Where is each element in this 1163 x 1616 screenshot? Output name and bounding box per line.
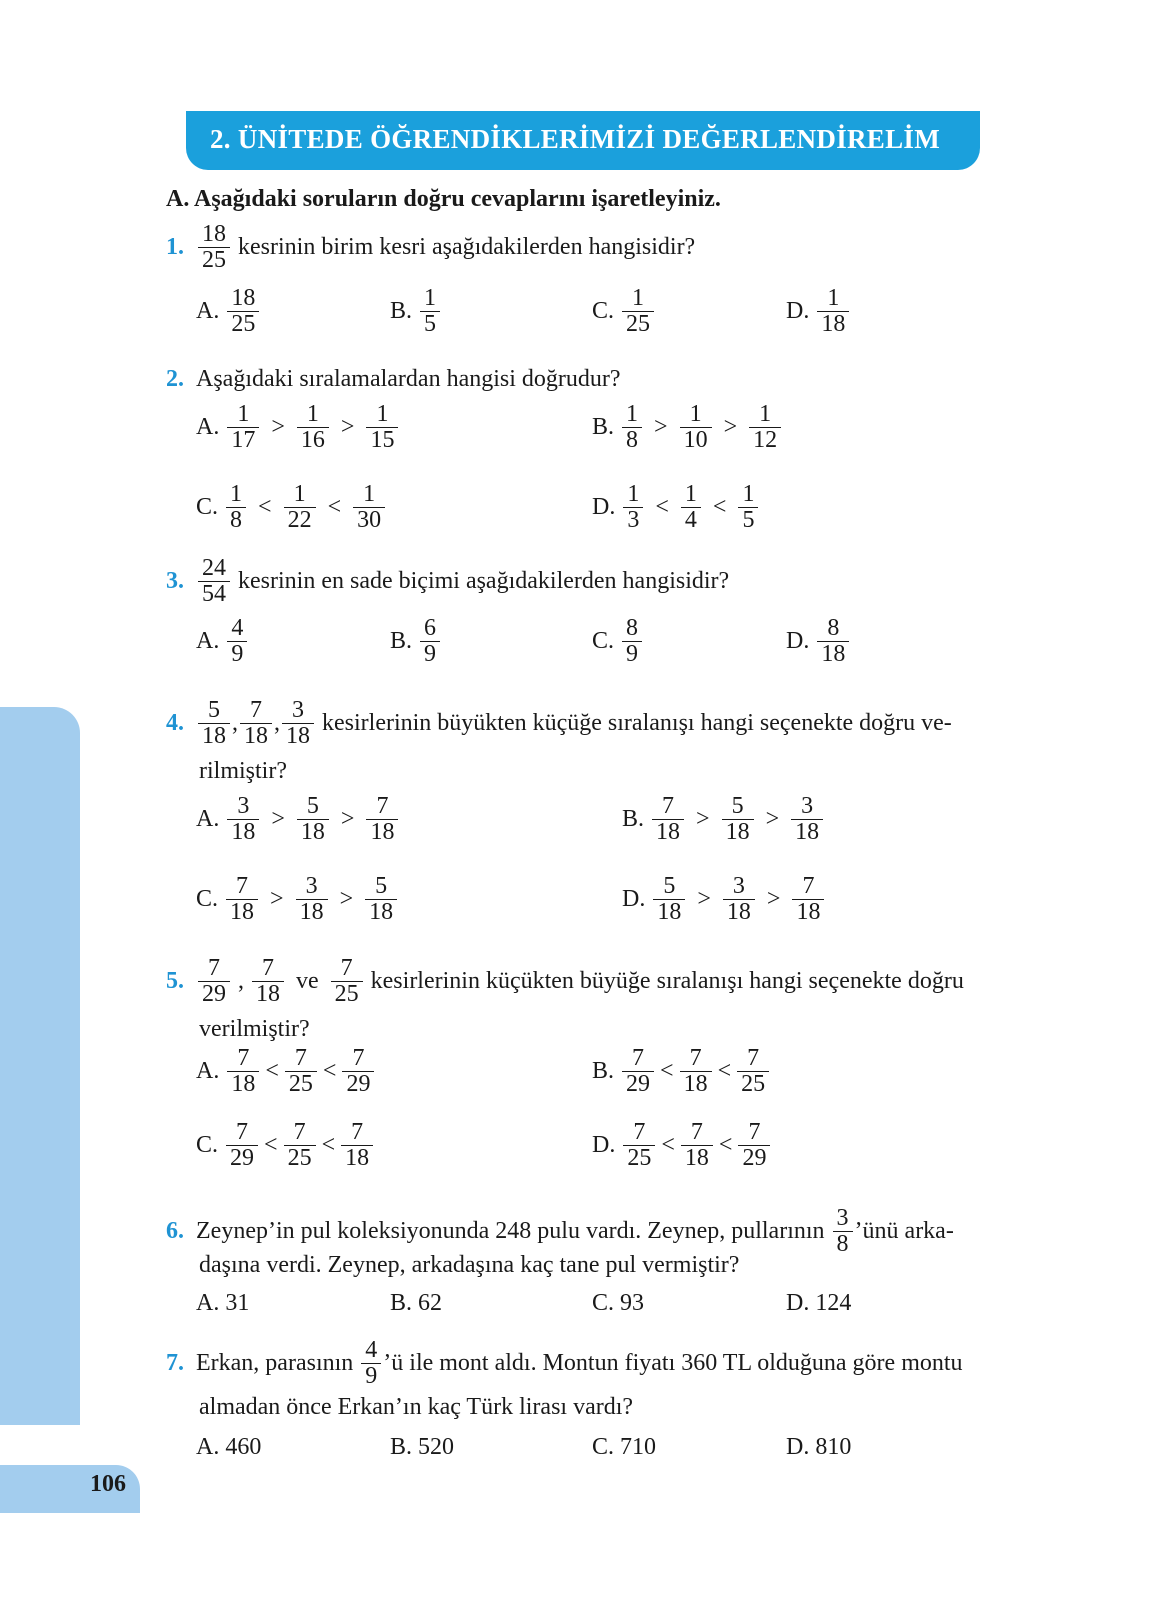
question-text: kesirlerinin küçükten büyüğe sıralanışı hangi seçenekte doğru [370, 968, 964, 995]
question-5: 5. $\frac{7}{29}$ , $\frac{7}{18}$ ve $\frac{7}{25}$ kesirlerinin küçükten büyüğe sıralanışı hangi seçenekte doğru [166, 955, 964, 1008]
q1-option-a[interactable]: A. $\frac{18}{25}$ [196, 286, 261, 337]
question-7: 7. Erkan, parasının $\frac{4}{9}$ ’ü ile mont aldı. Montun fiyatı 360 TL olduğuna göre montu [166, 1337, 963, 1390]
q3-option-a[interactable]: A. $\frac{4}{9}$ [196, 616, 249, 667]
question-1 [166, 222, 695, 273]
q5-option-b[interactable]: B. $\frac{7}{29}$ < $\frac{7}{18}$ < $\frac{7}{25}$ [592, 1046, 771, 1097]
q3-option-d[interactable]: D. $\frac{8}{18}$ [786, 616, 851, 667]
question-text: Zeynep’in pul koleksiyonunda 248 pulu vardı. Zeynep, pullarının [196, 1218, 825, 1245]
question-text-cont: verilmiştir? [199, 1016, 310, 1042]
fraction: $\frac{18}{25}$ [198, 222, 230, 273]
page-title: 2. ÜNİTEDE ÖĞRENDİKLERİMİZİ DEĞERLENDİRELİM [210, 124, 941, 154]
question-text-cont: almadan önce Erkan’ın kaç Türk lirası vardı? [199, 1394, 634, 1420]
question-number: 6. [166, 1218, 184, 1245]
q7-option-a[interactable]: A. 460 [196, 1434, 262, 1460]
q3-option-c[interactable]: C. $\frac{8}{9}$ [592, 616, 644, 667]
question-3 [166, 556, 729, 607]
question-6: 6. Zeynep’in pul koleksiyonunda 248 pulu vardı. Zeynep, pullarının $\frac{3}{8}$ ’ünü arka- [166, 1205, 954, 1258]
q7-option-b[interactable]: B. 520 [390, 1434, 455, 1460]
q5-option-d[interactable]: D. $\frac{7}{25}$ < $\frac{7}{18}$ < $\frac{7}{29}$ [592, 1120, 772, 1171]
q1-option-c[interactable]: C. $\frac{1}{25}$ [592, 286, 656, 337]
q4-option-a[interactable]: A. $\frac{3}{18}$ > $\frac{5}{18}$ > $\frac{7}{18}$ [196, 794, 400, 845]
q1-option-d[interactable]: D. $\frac{1}{18}$ [786, 286, 851, 337]
fraction: $\frac{4}{9}$ [361, 1338, 381, 1389]
q4-option-d[interactable]: D. $\frac{5}{18}$ > $\frac{3}{18}$ > $\frac{7}{18}$ [622, 874, 826, 925]
question-number: 3. [166, 568, 184, 595]
fraction: $\frac{24}{54}$ [198, 556, 230, 607]
q2-option-b[interactable]: B. $\frac{1}{8}$ > $\frac{1}{10}$ > $\frac{1}{12}$ [592, 402, 783, 453]
q6-option-b[interactable]: B. 62 [390, 1290, 443, 1316]
q4-option-b[interactable]: B. $\frac{7}{18}$ > $\frac{5}{18}$ > $\frac{3}{18}$ [622, 794, 825, 845]
question-text: kesirlerinin büyükten küçüğe sıralanışı hangi seçenekte doğru ve- [322, 710, 952, 737]
question-number: 7. [166, 1350, 184, 1377]
question-text: kesrinin birim kesri aşağıdakilerden hangisidir? [238, 234, 696, 261]
question-number: 5. [166, 968, 184, 995]
question-text-cont: rilmiştir? [199, 758, 287, 784]
fraction: $\frac{3}{8}$ [833, 1206, 853, 1257]
q2-option-d[interactable]: D. $\frac{1}{3}$ < $\frac{1}{4}$ < $\frac{1}{5}$ [592, 482, 760, 533]
q2-option-a[interactable]: A. $\frac{1}{17}$ > $\frac{1}{16}$ > $\frac{1}{15}$ [196, 402, 400, 453]
question-text: Erkan, parasının [196, 1350, 354, 1377]
page-number: 106 [90, 1471, 126, 1497]
side-tab [0, 707, 80, 1425]
q5-option-c[interactable]: C. $\frac{7}{29}$ < $\frac{7}{25}$ < $\frac{7}{18}$ [196, 1120, 375, 1171]
q7-option-c[interactable]: C. 710 [592, 1434, 657, 1460]
q4-option-c[interactable]: C. $\frac{7}{18}$ > $\frac{3}{18}$ > $\frac{5}{18}$ [196, 874, 399, 925]
q5-option-a[interactable]: A. $\frac{7}{18}$ < $\frac{7}{25}$ < $\frac{7}{29}$ [196, 1046, 376, 1097]
q6-option-d[interactable]: D. 124 [786, 1290, 852, 1316]
q6-option-c[interactable]: C. 93 [592, 1290, 645, 1316]
q7-option-d[interactable]: D. 810 [786, 1434, 852, 1460]
question-number: 4. [166, 710, 184, 737]
q1-option-b[interactable]: B. $\frac{1}{5}$ [390, 286, 442, 337]
question-text-cont: daşına verdi. Zeynep, arkadaşına kaç tane pul vermiştir? [199, 1252, 740, 1278]
q2-option-c[interactable]: C. $\frac{1}{8}$ < $\frac{1}{22}$ < $\frac{1}{30}$ [196, 482, 387, 533]
section-title: A. Aşağıdaki soruların doğru cevaplarını işaretleyiniz. [166, 186, 721, 212]
q6-option-a[interactable]: A. 31 [196, 1290, 250, 1316]
question-2 [166, 366, 621, 393]
question-number: 1. [166, 234, 184, 261]
q3-option-b[interactable]: B. $\frac{6}{9}$ [390, 616, 442, 667]
question-number: 2. [166, 366, 184, 392]
question-text: kesrinin en sade biçimi aşağıdakilerden hangisidir? [238, 568, 730, 595]
question-text: Aşağıdaki sıralamalardan hangisi doğrudur? [196, 366, 621, 392]
question-4: 4. $\frac{5}{18}$ , $\frac{7}{18}$ , $\frac{3}{18}$ kesirlerinin büyükten küçüğe sıralanışı hangi seçenekte doğru ve- [166, 697, 952, 750]
